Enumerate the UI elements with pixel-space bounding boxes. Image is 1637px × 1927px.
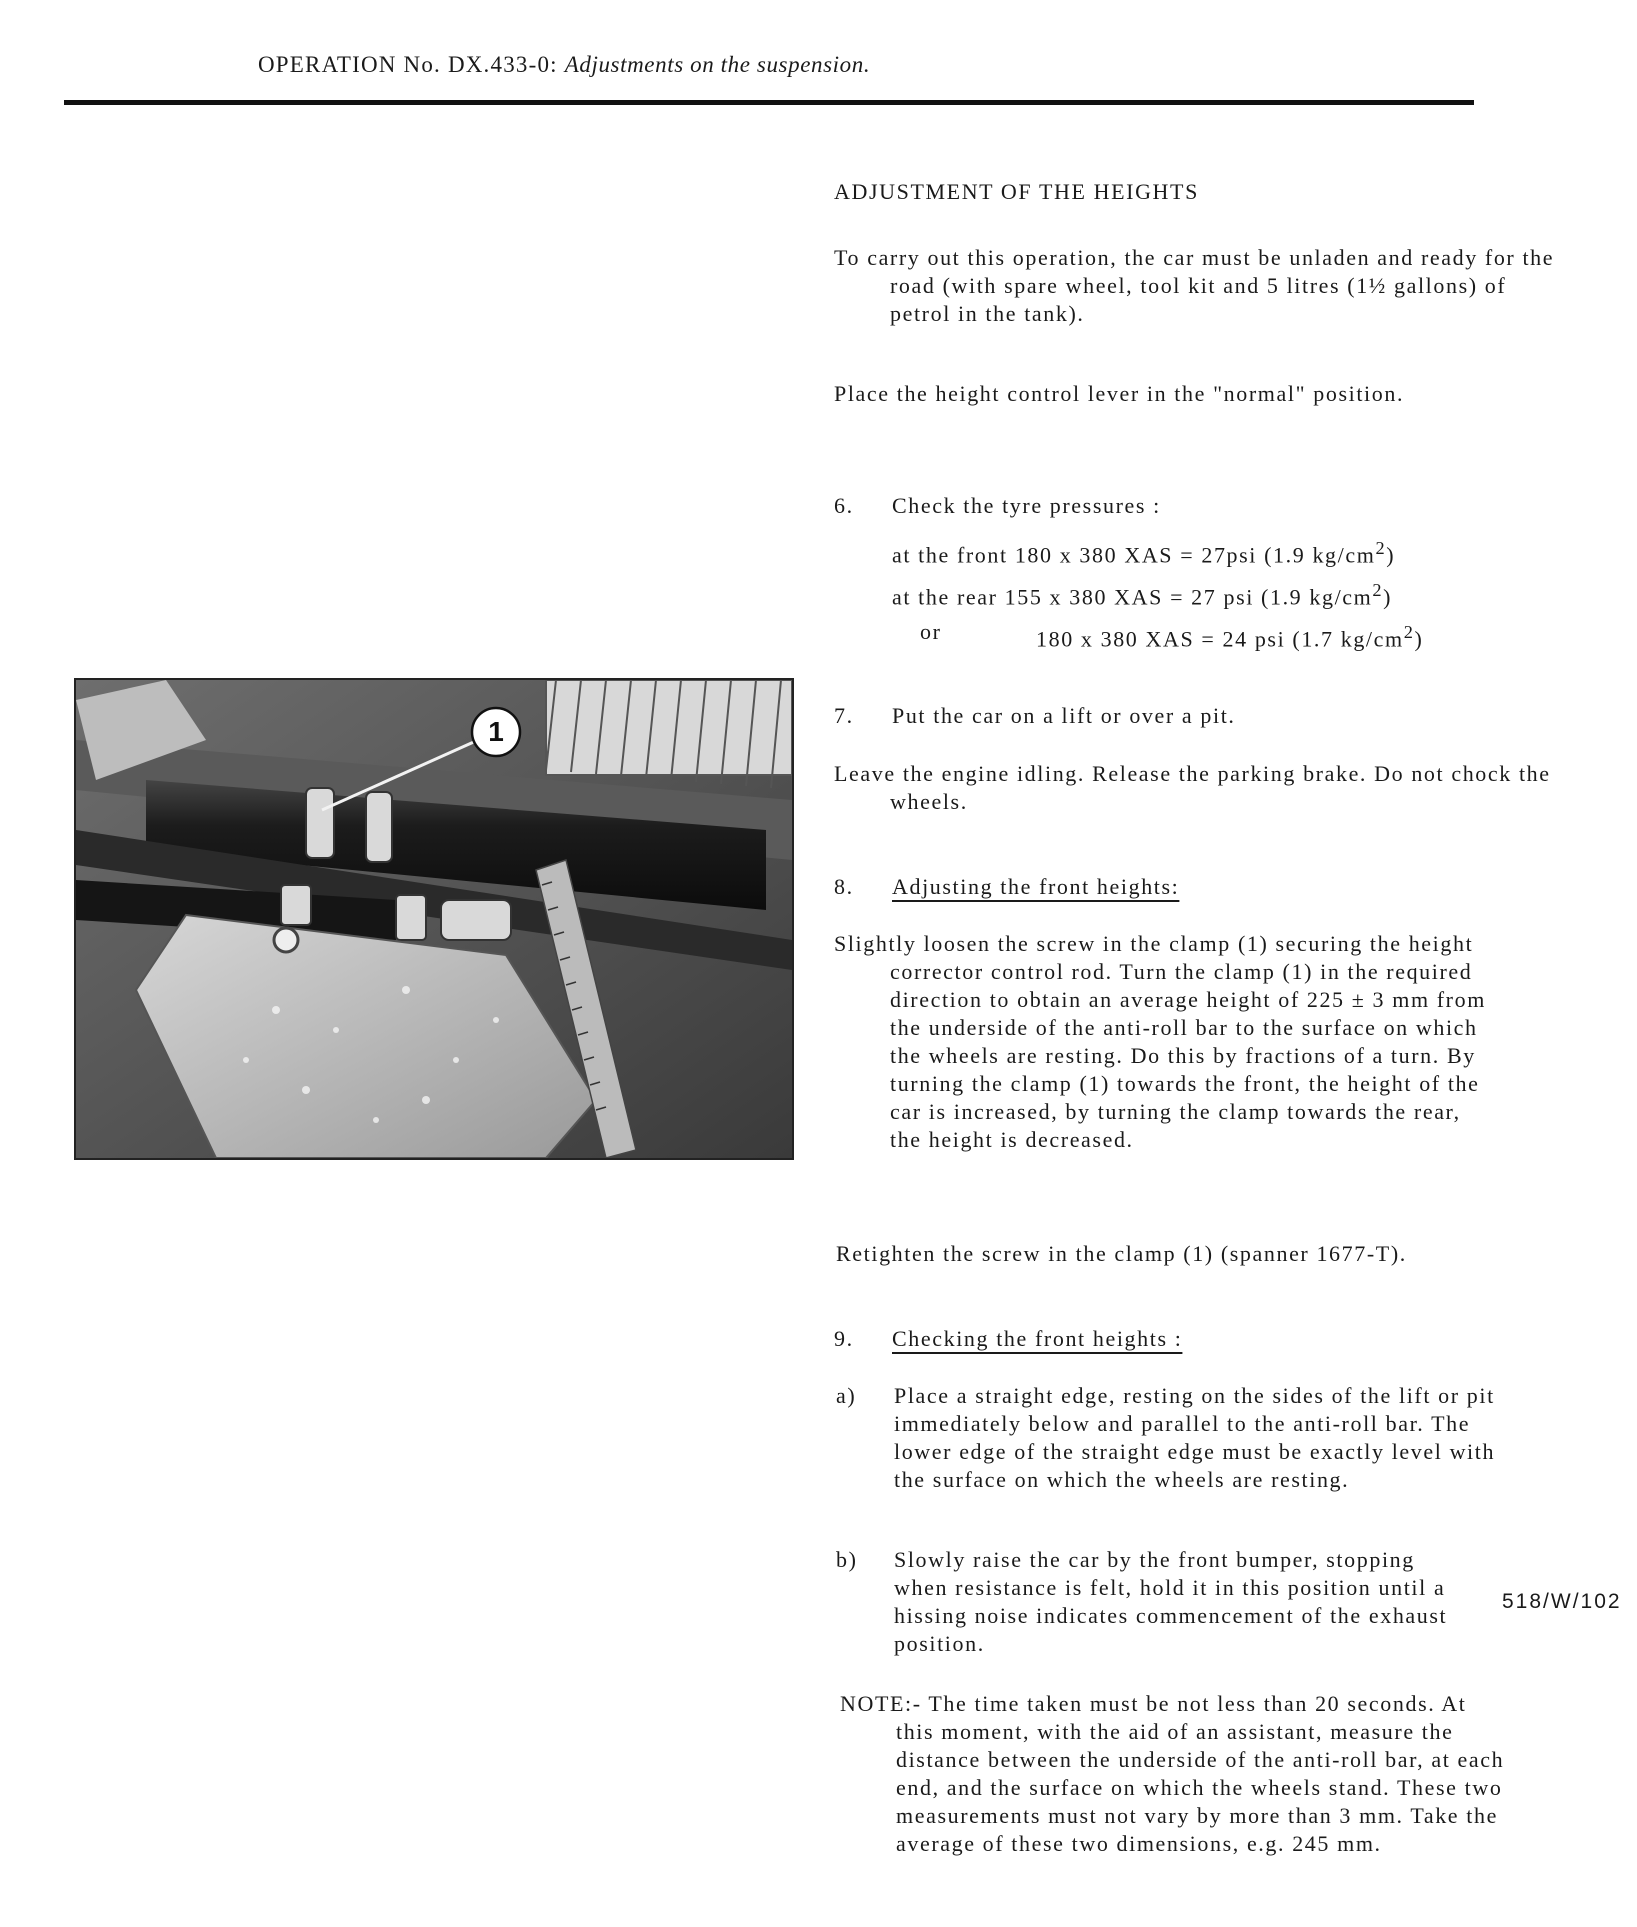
- operation-number: OPERATION No. DX.433-0:: [258, 52, 558, 77]
- pressure-or-label: or: [920, 619, 942, 644]
- section-heading: ADJUSTMENT OF THE HEIGHTS: [834, 179, 1199, 204]
- pressure-rear-close: ): [1383, 584, 1393, 610]
- pressure-front-spec: 180 x 380 XAS = 27psi (1.9 kg/cm: [1014, 542, 1376, 568]
- idle-paragraph: Leave the engine idling. Release the parking brake. Do not chock the wheels.: [834, 761, 1551, 814]
- step-6: [834, 492, 1534, 520]
- step-9b-label: b): [836, 1547, 858, 1572]
- step-9a: [836, 1382, 1536, 1494]
- step-8-heading: Adjusting the front heights:: [892, 874, 1180, 899]
- step-7-text: Put the car on a lift or over a pit.: [892, 703, 1236, 728]
- lever-paragraph: Place the height control lever in the "normal" position.: [834, 381, 1405, 406]
- pressure-rear-spec: 155 x 380 XAS = 27 psi (1.9 kg/cm: [1004, 584, 1373, 610]
- pressure-front-label: at the front: [892, 542, 1008, 568]
- step-9b: [836, 1546, 1536, 1658]
- step-7: [834, 702, 1534, 730]
- step-9: [834, 1325, 1534, 1353]
- operation-title: Adjustments on the suspension.: [564, 52, 871, 77]
- step-9a-label: a): [836, 1383, 857, 1408]
- step-8: [834, 873, 1534, 901]
- step-9-heading: Checking the front heights :: [892, 1326, 1183, 1351]
- pressure-rear-row: [892, 576, 1392, 611]
- pressure-or-close: ): [1414, 626, 1424, 652]
- pressure-rear-sup: 2: [1372, 580, 1384, 600]
- pressure-front-sup: 2: [1375, 538, 1387, 558]
- suspension-photo: [74, 678, 794, 1160]
- step-9a-text: Place a straight edge, resting on the sides of the lift or pit immediately below and parallel to the anti-roll bar. The lower edge of the straight edge must be exactly level with the surface on which the wheels are resting.: [894, 1383, 1496, 1492]
- step-7-number: 7.: [834, 703, 854, 728]
- pressure-front-row: [892, 534, 1395, 569]
- step-9-number: 9.: [834, 1326, 854, 1351]
- note-paragraph: NOTE:- The time taken must be not less than 20 seconds. At this moment, with the aid of an assistant, measure the distance between the underside of the anti-roll bar, at each end, and the surface on which the wheels stand. These two measurements must not vary by more than 3 mm. Take the average of these two dimensions, e.g. 245 mm.: [840, 1691, 1505, 1856]
- header-rule: [64, 100, 1474, 105]
- step-9b-text: Slowly raise the car by the front bumper, stopping when resistance is felt, hold it in this position until a hissing noise indicates commencement of the exhaust position.: [894, 1547, 1448, 1656]
- page-reference: 518/W/102: [1502, 1590, 1622, 1613]
- step-8-paragraph: Slightly loosen the screw in the clamp (1) securing the height corrector control rod. Turn the clamp (1) in the required direction to obtain an average height of 225 ± 3 mm from the underside of the anti-roll bar to the surface on which the wheels are resting. Do this by fractions of a turn. By turning the clamp (1) towards the front, the height of the car is increased, by turning the clamp towards the rear, the height is decreased.: [834, 931, 1486, 1152]
- pressure-rear-label: at the rear: [892, 584, 998, 610]
- callout-label: 1: [488, 716, 504, 747]
- pressure-or-row: [1036, 618, 1423, 653]
- step-8-number: 8.: [834, 874, 854, 899]
- pressure-or-spec: 180 x 380 XAS = 24 psi (1.7 kg/cm: [1036, 626, 1404, 652]
- intro-paragraph: To carry out this operation, the car must be unladen and ready for the road (with spare wheel, tool kit and 5 litres (1½ gallons) of petrol in the tank).: [834, 245, 1555, 326]
- step-6-text: Check the tyre pressures :: [892, 493, 1161, 518]
- retighten-paragraph: Retighten the screw in the clamp (1) (spanner 1677-T).: [836, 1241, 1407, 1266]
- pressure-or-sup: 2: [1403, 622, 1415, 642]
- pressure-front-close: ): [1386, 542, 1396, 568]
- step-6-number: 6.: [834, 493, 854, 518]
- page-header: [258, 52, 870, 78]
